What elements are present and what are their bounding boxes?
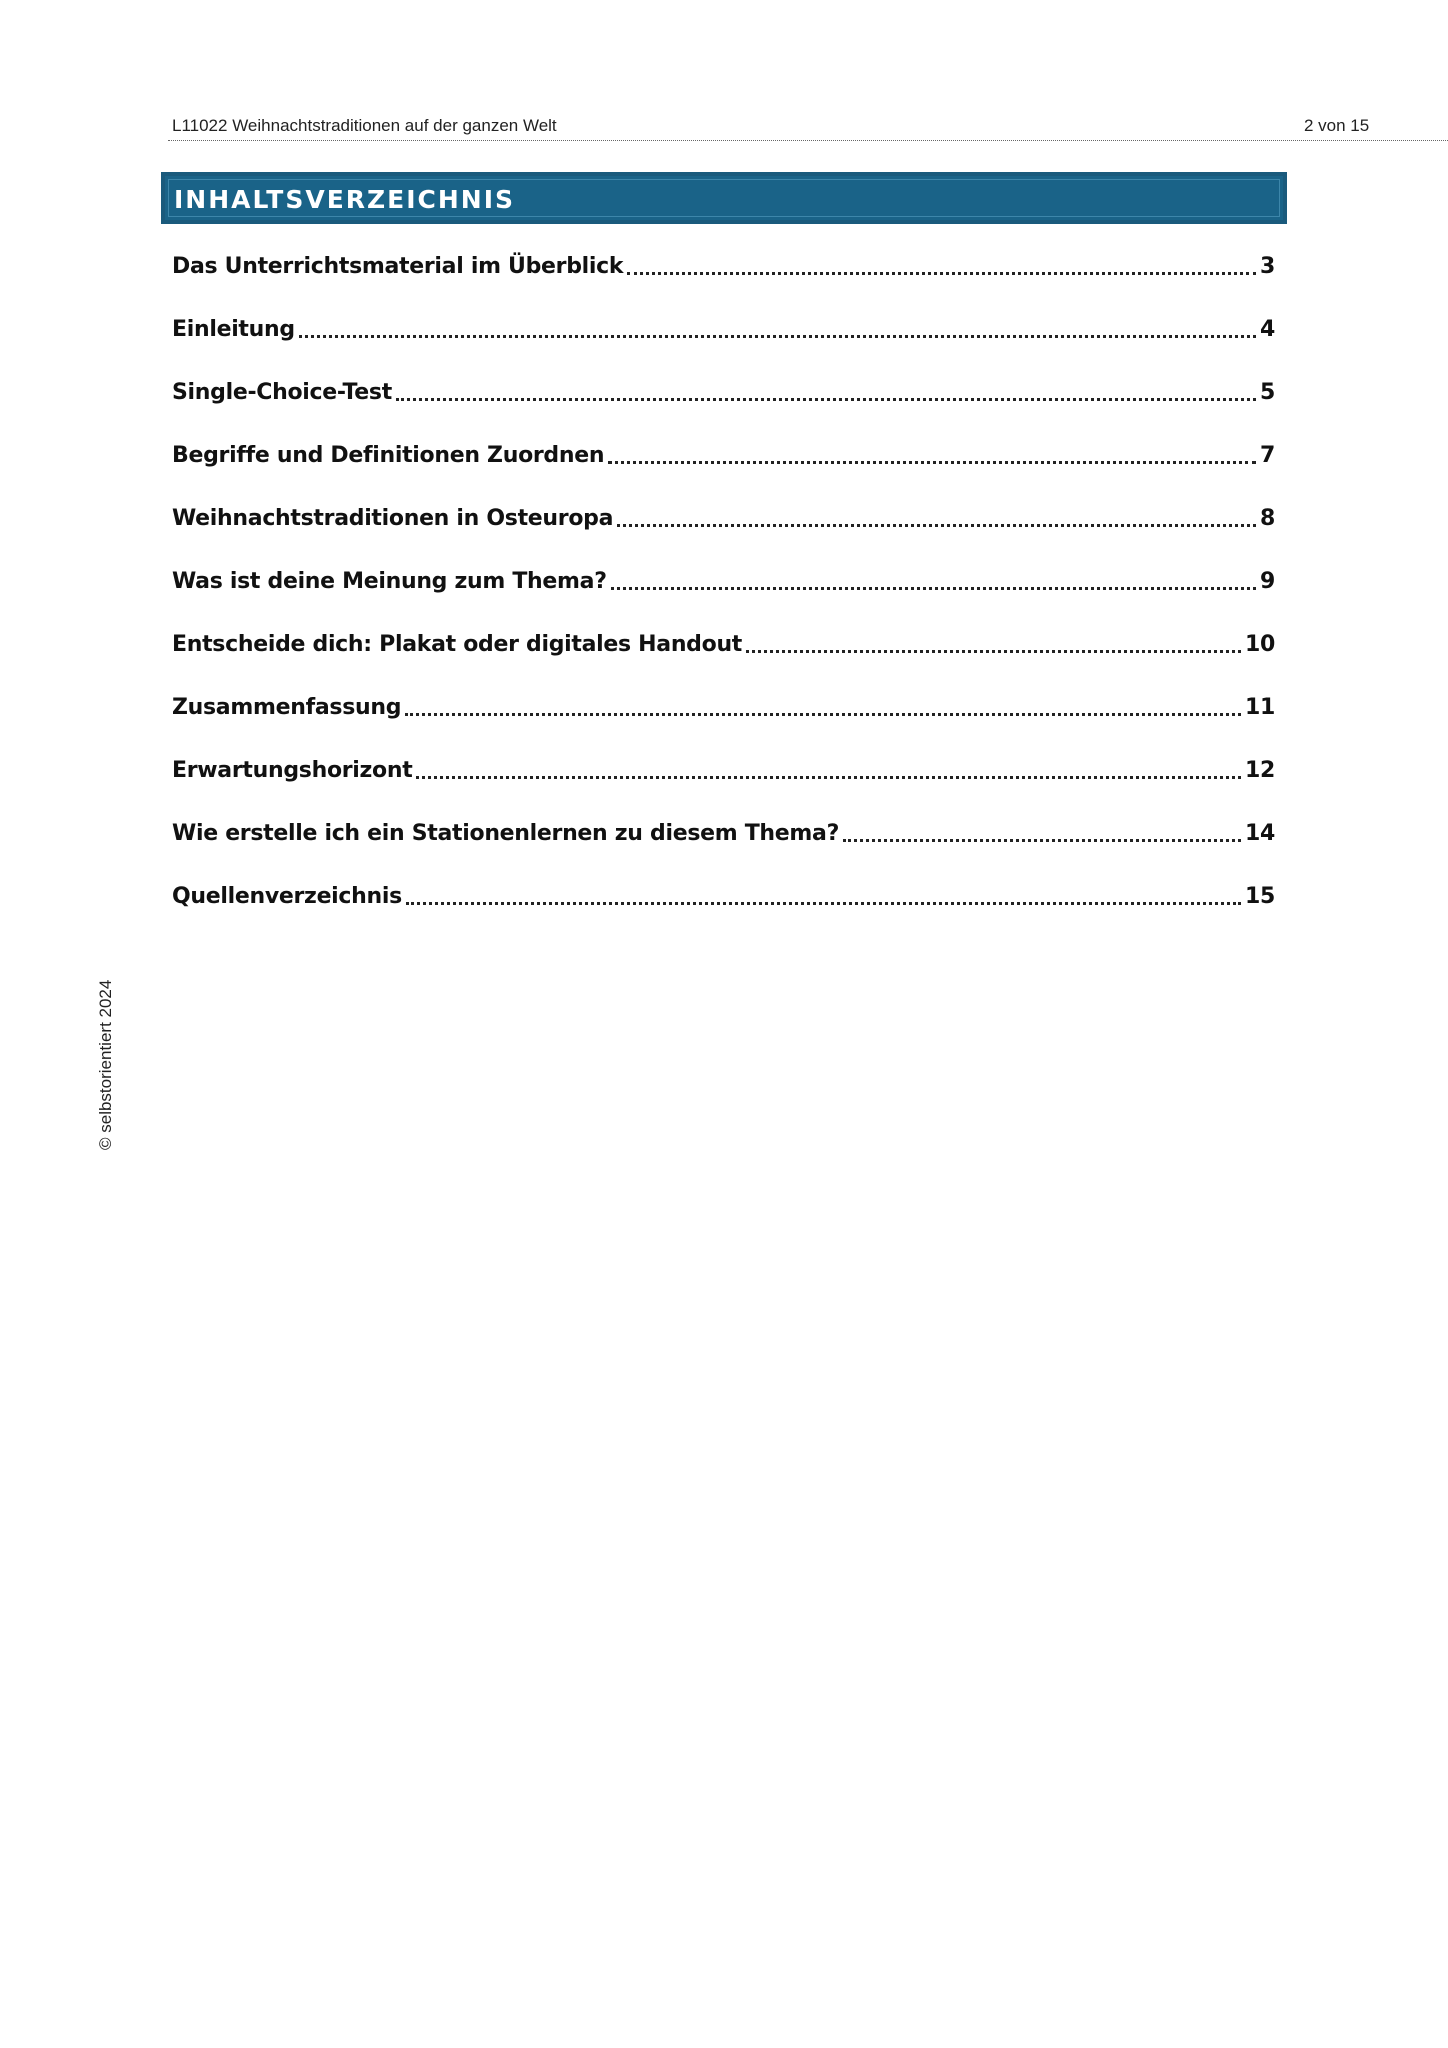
toc-entry[interactable]	[172, 630, 1275, 660]
toc-entry-page: 12	[1244, 758, 1275, 783]
toc-entry-page: 8	[1259, 506, 1275, 531]
toc-entry[interactable]	[172, 378, 1275, 408]
toc-entry-label: Was ist deine Meinung zum Thema?	[172, 569, 607, 594]
dot-leader	[299, 335, 1256, 338]
toc-entry[interactable]	[172, 252, 1275, 282]
toc-heading-banner	[161, 172, 1287, 224]
toc-entry-page: 14	[1244, 821, 1275, 846]
toc-entry-page: 9	[1259, 569, 1275, 594]
toc-entry-page: 4	[1259, 317, 1275, 342]
dot-leader	[843, 839, 1241, 842]
toc-heading: INHALTSVERZEICHNIS	[174, 185, 516, 214]
dot-leader	[416, 776, 1241, 779]
toc-entry[interactable]	[172, 567, 1275, 597]
toc-entry-page: 5	[1259, 380, 1275, 405]
dot-leader	[746, 650, 1241, 653]
toc-entry-label: Einleitung	[172, 317, 295, 342]
page-number: 2 von 15	[1304, 116, 1370, 135]
dot-leader	[608, 461, 1256, 464]
toc-entry-label: Weihnachtstraditionen in Osteuropa	[172, 506, 614, 531]
document-title: L11022 Weihnachtstraditionen auf der ganzen Welt	[172, 116, 557, 135]
toc-entry-page: 7	[1259, 443, 1275, 468]
toc-entry[interactable]	[172, 693, 1275, 723]
toc-entry-label: Wie erstelle ich ein Stationenlernen zu diesem Thema?	[172, 821, 840, 846]
toc-entry-label: Erwartungshorizont	[172, 758, 413, 783]
toc-entry-label: Das Unterrichtsmaterial im Überblick	[172, 254, 624, 279]
dot-leader	[611, 587, 1256, 590]
toc-entry-page: 3	[1259, 254, 1275, 279]
dot-leader	[617, 524, 1256, 527]
toc-entry[interactable]	[172, 504, 1275, 534]
dot-leader	[396, 398, 1256, 401]
toc-entry[interactable]	[172, 819, 1275, 849]
toc-entry-label: Quellenverzeichnis	[172, 884, 402, 909]
toc-entry-page: 15	[1244, 884, 1275, 909]
toc-entry-label: Single-Choice-Test	[172, 380, 392, 405]
copyright-notice: © selbstorientiert 2024	[96, 979, 115, 1150]
dot-leader	[627, 272, 1256, 275]
toc-entry[interactable]	[172, 882, 1275, 912]
toc-entry[interactable]	[172, 441, 1275, 471]
toc-entry-label: Begriffe und Definitionen Zuordnen	[172, 443, 605, 468]
toc-entry-label: Zusammenfassung	[172, 695, 402, 720]
dot-leader	[406, 902, 1241, 905]
page-header	[168, 116, 1448, 141]
toc-entry-label: Entscheide dich: Plakat oder digitales Handout	[172, 632, 743, 657]
toc-entry[interactable]	[172, 756, 1275, 786]
dot-leader	[405, 713, 1241, 716]
toc-entry-page: 11	[1244, 695, 1275, 720]
toc-entry-page: 10	[1244, 632, 1275, 657]
toc-entry[interactable]	[172, 315, 1275, 345]
